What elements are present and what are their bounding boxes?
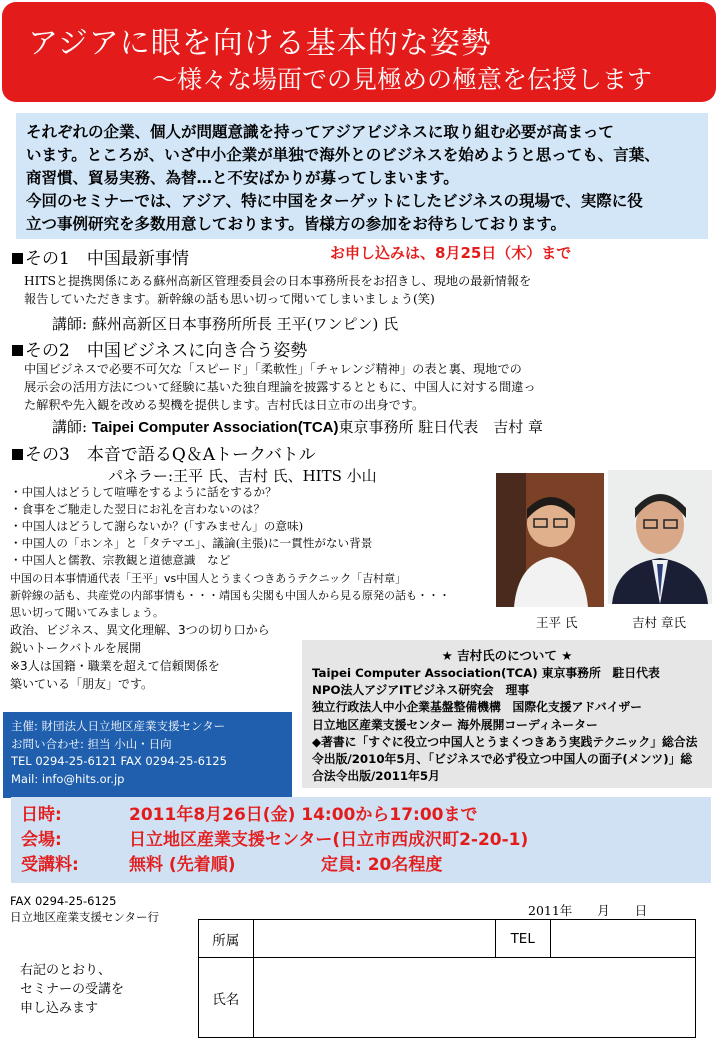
list-item: ・中国人はどうして謝らないか？(「すみません」の意味) [10,519,304,533]
intro-box [16,113,708,239]
profile-heading: ★ 吉村氏のについて ★ [441,648,573,663]
square-bullet-icon [12,253,23,264]
page-title: アジアに眼を向ける基本的な姿勢 [28,26,492,61]
contact-email[interactable]: Mail: info@hits.or.jp [11,771,125,786]
section-1-lecturer: 講師: 蘇州高新区日本事務所所長 王平(ワンピン) 氏 [52,315,399,333]
fee-label: 受講料: [21,855,79,875]
capacity: 定員: 20名程度 [321,855,443,875]
intro-line: 立つ事例研究を多数用意しております。皆様方の参加をお待ちしております。 [26,215,567,233]
intro-line: います。ところが、いざ中小企業が単独で海外とのビジネスを始めようと思っても、言葉、 [26,146,660,164]
date-label: 日時: [21,805,62,825]
organizer-contact: 主催: 財団法人日立地区産業支援センター お問い合わせ: 担当 小山・日向 TEL 0294-25-6121 FAX 0294-25-6125 Mail: info@hits.or.jp [3,712,292,798]
list-item: ・食事をご馳走した翌日にお礼を言わないのは？ [10,502,266,516]
application-form [198,919,696,1038]
venue-label: 会場: [21,830,62,850]
title-banner [2,2,716,102]
square-bullet-icon [12,345,23,356]
photo-caption-wang: 王平 氏 [536,615,578,630]
section-3-panel: パネラー:王平 氏、吉村 氏、HITS 小山 [108,467,377,485]
tel-label: TEL [495,920,550,958]
intro-line: 商習慣、貿易実務、為替…と不安ばかりが募ってしまいます。 [26,169,459,187]
fee-value: 無料 (先着順) [129,855,236,875]
affiliation-label: 所属 [199,920,254,958]
affiliation-field[interactable] [253,920,495,958]
yoshimura-profile: ★ 吉村氏のについて ★ Taipei Computer Association(TCA) 東京事務所 駐日代表 NPO法人アジアITビジネス研究会 理事 独立行政法人中小企業基盤整備機構 国際化支援アドバイザー 日立地区産業支援センター 海外展開コーディネーター ◆著書に「すぐに役立つ中国人とうまくつきあう実践テクニック」総合法 令出版/2010年5月、「ビジネスで必ず役立つ中国人の面子(メンツ)」総 合法令出版/2011年5月 [302,640,712,788]
photo-yoshimura [608,470,712,604]
date-value: 2011年8月26日(金) 14:00から17:00まで [129,805,478,825]
section-1-heading: その1 中国最新事情 [12,244,189,269]
list-item: ・中国人はどうして喧嘩をするように話をするか？ [10,485,277,499]
page-subtitle: ～様々な場面での見極めの極意を伝授します [152,65,653,94]
section-2-heading: その2 中国ビジネスに向き合う姿勢 [12,336,307,361]
section-3-heading: その3 本音で語るQ＆Aトークバトル [12,440,316,465]
square-bullet-icon [12,449,23,460]
section-3-notes-2: 政治、ビジネス、異文化理解、3つの切り口から 鋭いトークバトルを展開 ※3人は国籍・職業を超えて信頼関係を 築いている「朋友」です。 [10,623,270,691]
list-item: ・中国人の「ホンネ」と「タテマエ」、議論(主張)に一貫性がない背景 [10,536,373,550]
section-3-notes: 中国の日本事情通代表「王平」vs中国人とうまくつきあうテクニック「吉村章」 新幹線の話も、共産党の内部事情も・・・靖国も尖閣も中国人から見る原発の話も・・・ 思い切って聞いてみましょう。 [10,572,450,619]
name-label: 氏名 [199,958,254,1038]
intro-line: それぞれの企業、個人が問題意識を持ってアジアビジネスに取り組む必要が高まって [26,123,614,141]
section-2-lecturer: 講師: Taipei Computer Association(TCA)東京事務所 駐日代表 吉村 章 [52,418,544,436]
form-date: 2011年 月 日 [528,903,648,918]
intro-line: 今回のセミナーでは、アジア、特に中国をターゲットにしたビジネスの現場で、実際に役 [26,192,643,210]
name-field[interactable] [253,958,695,1038]
list-item: ・中国人と儒教、宗教観と道徳意識 など [10,553,231,567]
section-3-bullets [10,484,372,569]
fax-header [10,893,159,925]
form-note: 右記のとおり、 セミナーの受講を 申し込みます [20,963,125,1016]
section-1-body: HITSと提携関係にある蘇州高新区管理委員会の日本事務所長をお招きし、現地の最新情報を 報告していただきます。新幹線の話も思い切って聞いてしまいましょう(笑) [24,274,532,306]
venue-value: 日立地区産業支援センター(日立市西成沢町2-20-1) [129,830,529,850]
fax-recipient: 日立地区産業支援センター行 [10,910,160,924]
event-details [11,797,711,883]
photo-caption-yoshimura: 吉村 章氏 [632,615,686,630]
photo-wang-ping [496,473,604,607]
application-deadline: お申し込みは、8月25日（木）まで [330,244,572,262]
section-2-body: 中国ビジネスで必要不可欠な「スピード」「柔軟性」「チャレンジ精神」の表と裏、現地での 展示会の活用方法について経験に基いた独自理論を披露するとともに、中国人に対する間違っ た解釈や先入観を改める契機を提供します。吉村氏は日立市の出身です。 [24,362,536,412]
fax-number: FAX 0294-25-6125 [10,894,117,908]
tel-field[interactable] [550,920,695,958]
